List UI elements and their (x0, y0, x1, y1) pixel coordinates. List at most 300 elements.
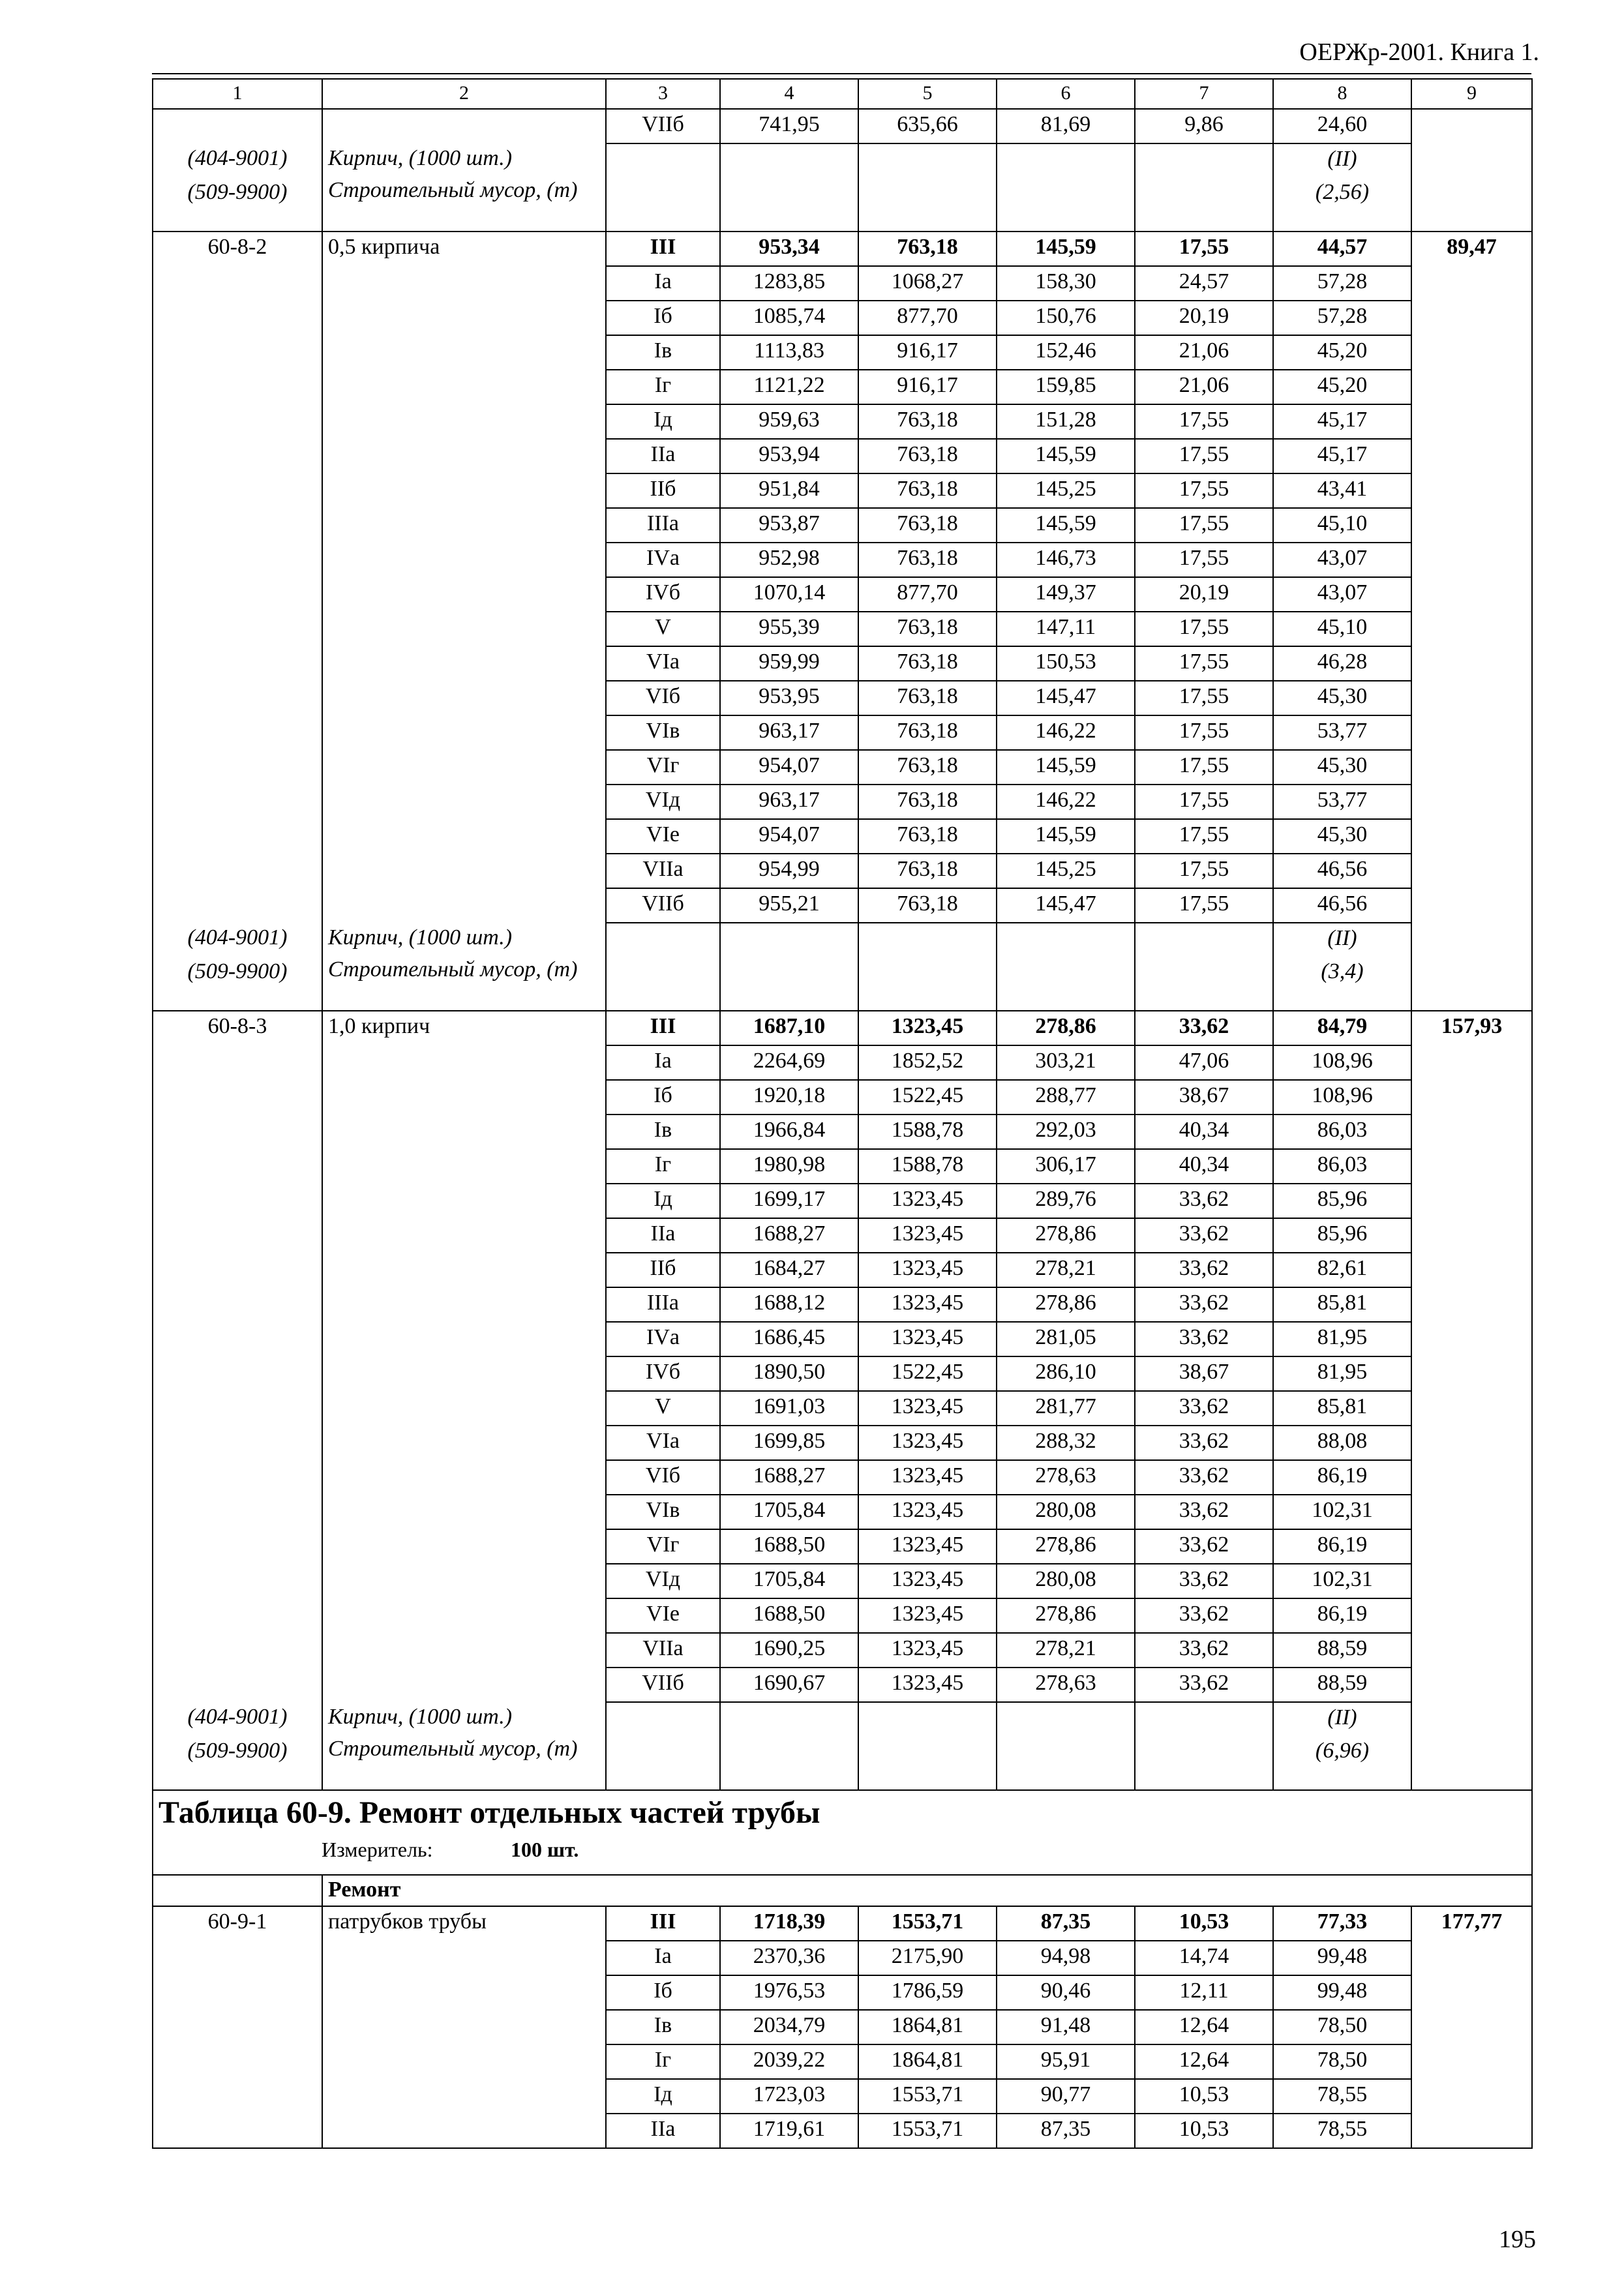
material-value: (3,4) (1273, 957, 1411, 1011)
value-cell: 1864,81 (858, 2044, 997, 2079)
total-cell (1411, 1184, 1532, 1218)
total-cell (1411, 1941, 1532, 1975)
zone-cell: VIб (606, 681, 720, 715)
value-cell: 1323,45 (858, 1598, 997, 1633)
price-row (153, 543, 1532, 577)
table-title-row (153, 1790, 1532, 1875)
zone-cell: III (606, 1011, 720, 1045)
value-cell: 17,55 (1135, 543, 1273, 577)
value-cell: 959,63 (720, 404, 858, 439)
value-cell: 17,55 (1135, 646, 1273, 681)
value-cell: 82,61 (1273, 1253, 1411, 1287)
total-cell (1411, 508, 1532, 543)
value-cell: 954,07 (720, 819, 858, 854)
item-name (322, 2079, 606, 2114)
item-code (153, 1460, 322, 1495)
value-cell: 46,56 (1273, 854, 1411, 888)
total-cell (1411, 577, 1532, 612)
value-cell: 85,81 (1273, 1391, 1411, 1426)
item-code (153, 2079, 322, 2114)
value-cell: 1890,50 (720, 1356, 858, 1391)
empty-cell (1411, 957, 1532, 1011)
value-cell: 12,11 (1135, 1975, 1273, 2010)
value-cell: 33,62 (1135, 1529, 1273, 1564)
total-cell (1411, 1975, 1532, 2010)
total-cell (1411, 2114, 1532, 2148)
item-name (322, 508, 606, 543)
empty-cell (1411, 1702, 1532, 1736)
value-cell: 763,18 (858, 404, 997, 439)
value-cell: 281,77 (997, 1391, 1135, 1426)
item-code (153, 1218, 322, 1253)
value-cell: 955,39 (720, 612, 858, 646)
column-number: 1 (153, 79, 322, 109)
price-row (153, 715, 1532, 750)
price-row (153, 2079, 1532, 2114)
value-cell: 45,20 (1273, 370, 1411, 404)
value-cell: 17,55 (1135, 681, 1273, 715)
header-rule (152, 73, 1531, 74)
item-name (322, 1149, 606, 1184)
total-cell (1411, 1598, 1532, 1633)
price-row (153, 232, 1532, 266)
value-cell: 1522,45 (858, 1080, 997, 1115)
value-cell: 108,96 (1273, 1045, 1411, 1080)
empty-cell (997, 1736, 1135, 1790)
value-cell: 1705,84 (720, 1495, 858, 1529)
value-cell: 81,95 (1273, 1356, 1411, 1391)
value-cell: 1323,45 (858, 1668, 997, 1702)
empty-cell (997, 957, 1135, 1011)
value-cell: 1980,98 (720, 1149, 858, 1184)
item-name (322, 1218, 606, 1253)
total-cell (1411, 1529, 1532, 1564)
item-name: патрубков трубы (322, 1906, 606, 1941)
zone-cell: Iд (606, 1184, 720, 1218)
zone-cell: IVб (606, 1356, 720, 1391)
price-row (153, 370, 1532, 404)
column-number: 3 (606, 79, 720, 109)
item-code (153, 404, 322, 439)
value-cell: 1690,25 (720, 1633, 858, 1668)
item-name (322, 1633, 606, 1668)
price-row (153, 1045, 1532, 1080)
value-cell: 17,55 (1135, 715, 1273, 750)
value-cell: 146,73 (997, 543, 1135, 577)
value-cell: 40,34 (1135, 1115, 1273, 1149)
value-cell: 158,30 (997, 266, 1135, 301)
value-cell: 86,19 (1273, 1598, 1411, 1633)
price-row (153, 1218, 1532, 1253)
item-code (153, 750, 322, 785)
empty-cell (606, 1736, 720, 1790)
value-cell: 43,41 (1273, 473, 1411, 508)
value-cell: 33,62 (1135, 1495, 1273, 1529)
value-cell: 17,55 (1135, 232, 1273, 266)
price-row (153, 109, 1532, 143)
value-cell: 1323,45 (858, 1460, 997, 1495)
material-name: Строительный мусор, (т) (322, 1736, 606, 1790)
material-name: Кирпич, (1000 шт.) (322, 923, 606, 957)
zone-cell: Iг (606, 2044, 720, 2079)
value-cell: 33,62 (1135, 1426, 1273, 1460)
empty-cell (1135, 143, 1273, 177)
value-cell: 303,21 (997, 1045, 1135, 1080)
item-name (322, 1115, 606, 1149)
value-cell: 159,85 (997, 370, 1135, 404)
value-cell: 280,08 (997, 1495, 1135, 1529)
item-code (153, 1391, 322, 1426)
value-cell: 288,32 (997, 1426, 1135, 1460)
material-code: (404-9001) (153, 923, 322, 957)
value-cell: 1323,45 (858, 1011, 997, 1045)
value-cell: 145,47 (997, 888, 1135, 923)
zone-cell: IIIа (606, 1287, 720, 1322)
value-cell: 1085,74 (720, 301, 858, 335)
value-cell: 33,62 (1135, 1011, 1273, 1045)
material-row (153, 143, 1532, 177)
item-code (153, 1598, 322, 1633)
value-cell: 2264,69 (720, 1045, 858, 1080)
value-cell: 2034,79 (720, 2010, 858, 2044)
item-code (153, 1668, 322, 1702)
price-row (153, 508, 1532, 543)
price-row (153, 1906, 1532, 1941)
item-name (322, 1598, 606, 1633)
item-code (153, 785, 322, 819)
value-cell: 877,70 (858, 301, 997, 335)
zone-cell: Iг (606, 370, 720, 404)
value-cell: 85,81 (1273, 1287, 1411, 1322)
value-cell: 1687,10 (720, 1011, 858, 1045)
material-name: Строительный мусор, (т) (322, 957, 606, 1011)
value-cell: 1852,52 (858, 1045, 997, 1080)
value-cell: 1323,45 (858, 1184, 997, 1218)
item-name (322, 301, 606, 335)
item-name (322, 109, 606, 143)
total-cell (1411, 370, 1532, 404)
column-number: 5 (858, 79, 997, 109)
material-row (153, 1736, 1532, 1790)
value-cell: 81,95 (1273, 1322, 1411, 1356)
price-row (153, 1115, 1532, 1149)
material-row (153, 923, 1532, 957)
empty-cell (997, 143, 1135, 177)
item-code (153, 1045, 322, 1080)
price-row (153, 1668, 1532, 1702)
empty-cell (606, 957, 720, 1011)
zone-cell: IIб (606, 473, 720, 508)
item-name (322, 439, 606, 473)
item-code (153, 1941, 322, 1975)
empty-cell (720, 957, 858, 1011)
material-row (153, 1702, 1532, 1736)
material-value: (II) (1273, 1702, 1411, 1736)
zone-cell: Iб (606, 1975, 720, 2010)
value-cell: 12,64 (1135, 2010, 1273, 2044)
value-cell: 1688,50 (720, 1529, 858, 1564)
zone-cell: IIа (606, 2114, 720, 2148)
item-name (322, 543, 606, 577)
material-code: (404-9001) (153, 143, 322, 177)
value-cell: 1686,45 (720, 1322, 858, 1356)
value-cell: 46,28 (1273, 646, 1411, 681)
value-cell: 102,31 (1273, 1564, 1411, 1598)
item-code (153, 612, 322, 646)
price-row (153, 2114, 1532, 2148)
item-name (322, 370, 606, 404)
value-cell: 45,10 (1273, 612, 1411, 646)
value-cell: 17,55 (1135, 819, 1273, 854)
value-cell: 959,99 (720, 646, 858, 681)
value-cell: 289,76 (997, 1184, 1135, 1218)
section-spacer (153, 1875, 322, 1906)
total-cell (1411, 1149, 1532, 1184)
zone-cell: VIв (606, 1495, 720, 1529)
total-cell (1411, 715, 1532, 750)
empty-cell (858, 923, 997, 957)
price-row (153, 1184, 1532, 1218)
value-cell: 763,18 (858, 854, 997, 888)
value-cell: 1283,85 (720, 266, 858, 301)
column-number: 2 (322, 79, 606, 109)
item-code (153, 1564, 322, 1598)
zone-cell: V (606, 612, 720, 646)
price-row (153, 1080, 1532, 1115)
total-cell: 177,77 (1411, 1906, 1532, 1941)
zone-cell: Iг (606, 1149, 720, 1184)
value-cell: 2370,36 (720, 1941, 858, 1975)
price-row (153, 1287, 1532, 1322)
item-code (153, 646, 322, 681)
empty-cell (606, 923, 720, 957)
item-name (322, 1391, 606, 1426)
page-number: 195 (1499, 2226, 1536, 2253)
value-cell: 17,55 (1135, 785, 1273, 819)
value-cell: 20,19 (1135, 577, 1273, 612)
price-row (153, 1460, 1532, 1495)
value-cell: 85,96 (1273, 1184, 1411, 1218)
value-cell: 306,17 (997, 1149, 1135, 1184)
value-cell: 1718,39 (720, 1906, 858, 1941)
value-cell: 24,60 (1273, 109, 1411, 143)
zone-cell: Iб (606, 301, 720, 335)
item-name (322, 1045, 606, 1080)
value-cell: 1688,27 (720, 1460, 858, 1495)
value-cell: 916,17 (858, 370, 997, 404)
value-cell: 57,28 (1273, 266, 1411, 301)
value-cell: 33,62 (1135, 1460, 1273, 1495)
value-cell: 145,59 (997, 232, 1135, 266)
item-name (322, 1287, 606, 1322)
value-cell: 81,69 (997, 109, 1135, 143)
value-cell: 94,98 (997, 1941, 1135, 1975)
item-name (322, 473, 606, 508)
value-cell: 78,55 (1273, 2079, 1411, 2114)
value-cell: 145,59 (997, 750, 1135, 785)
value-cell: 145,25 (997, 473, 1135, 508)
value-cell: 1684,27 (720, 1253, 858, 1287)
value-cell: 57,28 (1273, 301, 1411, 335)
price-row (153, 1564, 1532, 1598)
item-code (153, 1529, 322, 1564)
zone-cell: IIб (606, 1253, 720, 1287)
value-cell: 1121,22 (720, 370, 858, 404)
value-cell: 85,96 (1273, 1218, 1411, 1253)
value-cell: 1553,71 (858, 1906, 997, 1941)
item-code (153, 508, 322, 543)
value-cell: 1688,27 (720, 1218, 858, 1253)
empty-cell (720, 1736, 858, 1790)
value-cell: 763,18 (858, 785, 997, 819)
zone-cell: Iб (606, 1080, 720, 1115)
item-code (153, 473, 322, 508)
value-cell: 45,17 (1273, 439, 1411, 473)
item-name (322, 577, 606, 612)
value-cell: 1068,27 (858, 266, 997, 301)
price-row (153, 2044, 1532, 2079)
item-code (153, 577, 322, 612)
total-cell (1411, 785, 1532, 819)
value-cell: 1323,45 (858, 1218, 997, 1253)
item-code (153, 543, 322, 577)
zone-cell: IVб (606, 577, 720, 612)
item-name (322, 681, 606, 715)
value-cell: 1113,83 (720, 335, 858, 370)
total-cell (1411, 2010, 1532, 2044)
value-cell: 916,17 (858, 335, 997, 370)
item-name (322, 1253, 606, 1287)
value-cell: 1719,61 (720, 2114, 858, 2148)
empty-cell (720, 923, 858, 957)
value-cell: 1323,45 (858, 1391, 997, 1426)
table-title: Таблица 60-9. Ремонт отдельных частей трубы (158, 1795, 820, 1830)
value-cell: 84,79 (1273, 1011, 1411, 1045)
empty-cell (858, 957, 997, 1011)
value-cell: 1553,71 (858, 2079, 997, 2114)
value-cell: 12,64 (1135, 2044, 1273, 2079)
price-row (153, 1356, 1532, 1391)
value-cell: 87,35 (997, 1906, 1135, 1941)
value-cell: 1553,71 (858, 2114, 997, 2148)
value-cell: 149,37 (997, 577, 1135, 612)
value-cell: 45,30 (1273, 819, 1411, 854)
value-cell: 17,55 (1135, 854, 1273, 888)
item-name (322, 612, 606, 646)
value-cell: 954,07 (720, 750, 858, 785)
item-code (153, 1322, 322, 1356)
zone-cell: VIIа (606, 854, 720, 888)
item-name (322, 266, 606, 301)
total-cell (1411, 266, 1532, 301)
value-cell: 1699,17 (720, 1184, 858, 1218)
value-cell: 763,18 (858, 473, 997, 508)
empty-cell (858, 143, 997, 177)
price-row (153, 1598, 1532, 1633)
empty-cell (606, 143, 720, 177)
value-cell: 280,08 (997, 1564, 1135, 1598)
value-cell: 150,76 (997, 301, 1135, 335)
item-code: 60-9-1 (153, 1906, 322, 1941)
value-cell: 9,86 (1135, 109, 1273, 143)
value-cell: 33,62 (1135, 1253, 1273, 1287)
value-cell: 45,30 (1273, 681, 1411, 715)
item-name (322, 888, 606, 923)
price-row (153, 1495, 1532, 1529)
empty-cell (1135, 177, 1273, 232)
value-cell: 87,35 (997, 2114, 1135, 2148)
empty-cell (1411, 143, 1532, 177)
value-cell: 88,08 (1273, 1426, 1411, 1460)
value-cell: 147,11 (997, 612, 1135, 646)
value-cell: 1976,53 (720, 1975, 858, 2010)
zone-cell: Iв (606, 1115, 720, 1149)
material-name: Кирпич, (1000 шт.) (322, 143, 606, 177)
item-code (153, 888, 322, 923)
value-cell: 763,18 (858, 681, 997, 715)
value-cell: 954,99 (720, 854, 858, 888)
value-cell: 952,98 (720, 543, 858, 577)
value-cell: 1070,14 (720, 577, 858, 612)
item-name (322, 2114, 606, 2148)
total-cell (1411, 543, 1532, 577)
price-row (153, 1253, 1532, 1287)
value-cell: 46,56 (1273, 888, 1411, 923)
item-name (322, 1322, 606, 1356)
value-cell: 88,59 (1273, 1633, 1411, 1668)
total-cell (1411, 1633, 1532, 1668)
empty-cell (997, 1702, 1135, 1736)
value-cell: 763,18 (858, 888, 997, 923)
value-cell: 1522,45 (858, 1356, 997, 1391)
item-name (322, 2044, 606, 2079)
value-cell: 33,62 (1135, 1598, 1273, 1633)
value-cell: 741,95 (720, 109, 858, 143)
value-cell: 1920,18 (720, 1080, 858, 1115)
price-row (153, 1322, 1532, 1356)
item-code (153, 1426, 322, 1460)
column-number: 8 (1273, 79, 1411, 109)
item-name (322, 1426, 606, 1460)
value-cell: 44,57 (1273, 232, 1411, 266)
zone-cell: Iв (606, 335, 720, 370)
item-name (322, 2010, 606, 2044)
column-number-row (153, 79, 1532, 109)
value-cell: 33,62 (1135, 1564, 1273, 1598)
value-cell: 21,06 (1135, 370, 1273, 404)
value-cell: 10,53 (1135, 1906, 1273, 1941)
value-cell: 763,18 (858, 750, 997, 785)
value-cell: 33,62 (1135, 1218, 1273, 1253)
empty-cell (1411, 1736, 1532, 1790)
value-cell: 953,95 (720, 681, 858, 715)
value-cell: 1688,12 (720, 1287, 858, 1322)
value-cell: 281,05 (997, 1322, 1135, 1356)
zone-cell: IIа (606, 1218, 720, 1253)
measure-line (158, 1836, 1526, 1863)
empty-cell (606, 1702, 720, 1736)
value-cell: 33,62 (1135, 1391, 1273, 1426)
column-number: 7 (1135, 79, 1273, 109)
zone-cell: VIг (606, 1529, 720, 1564)
empty-cell (997, 177, 1135, 232)
value-cell: 1323,45 (858, 1633, 997, 1668)
value-cell: 77,33 (1273, 1906, 1411, 1941)
value-cell: 1699,85 (720, 1426, 858, 1460)
value-cell: 278,86 (997, 1218, 1135, 1253)
price-row (153, 1391, 1532, 1426)
item-name (322, 1184, 606, 1218)
